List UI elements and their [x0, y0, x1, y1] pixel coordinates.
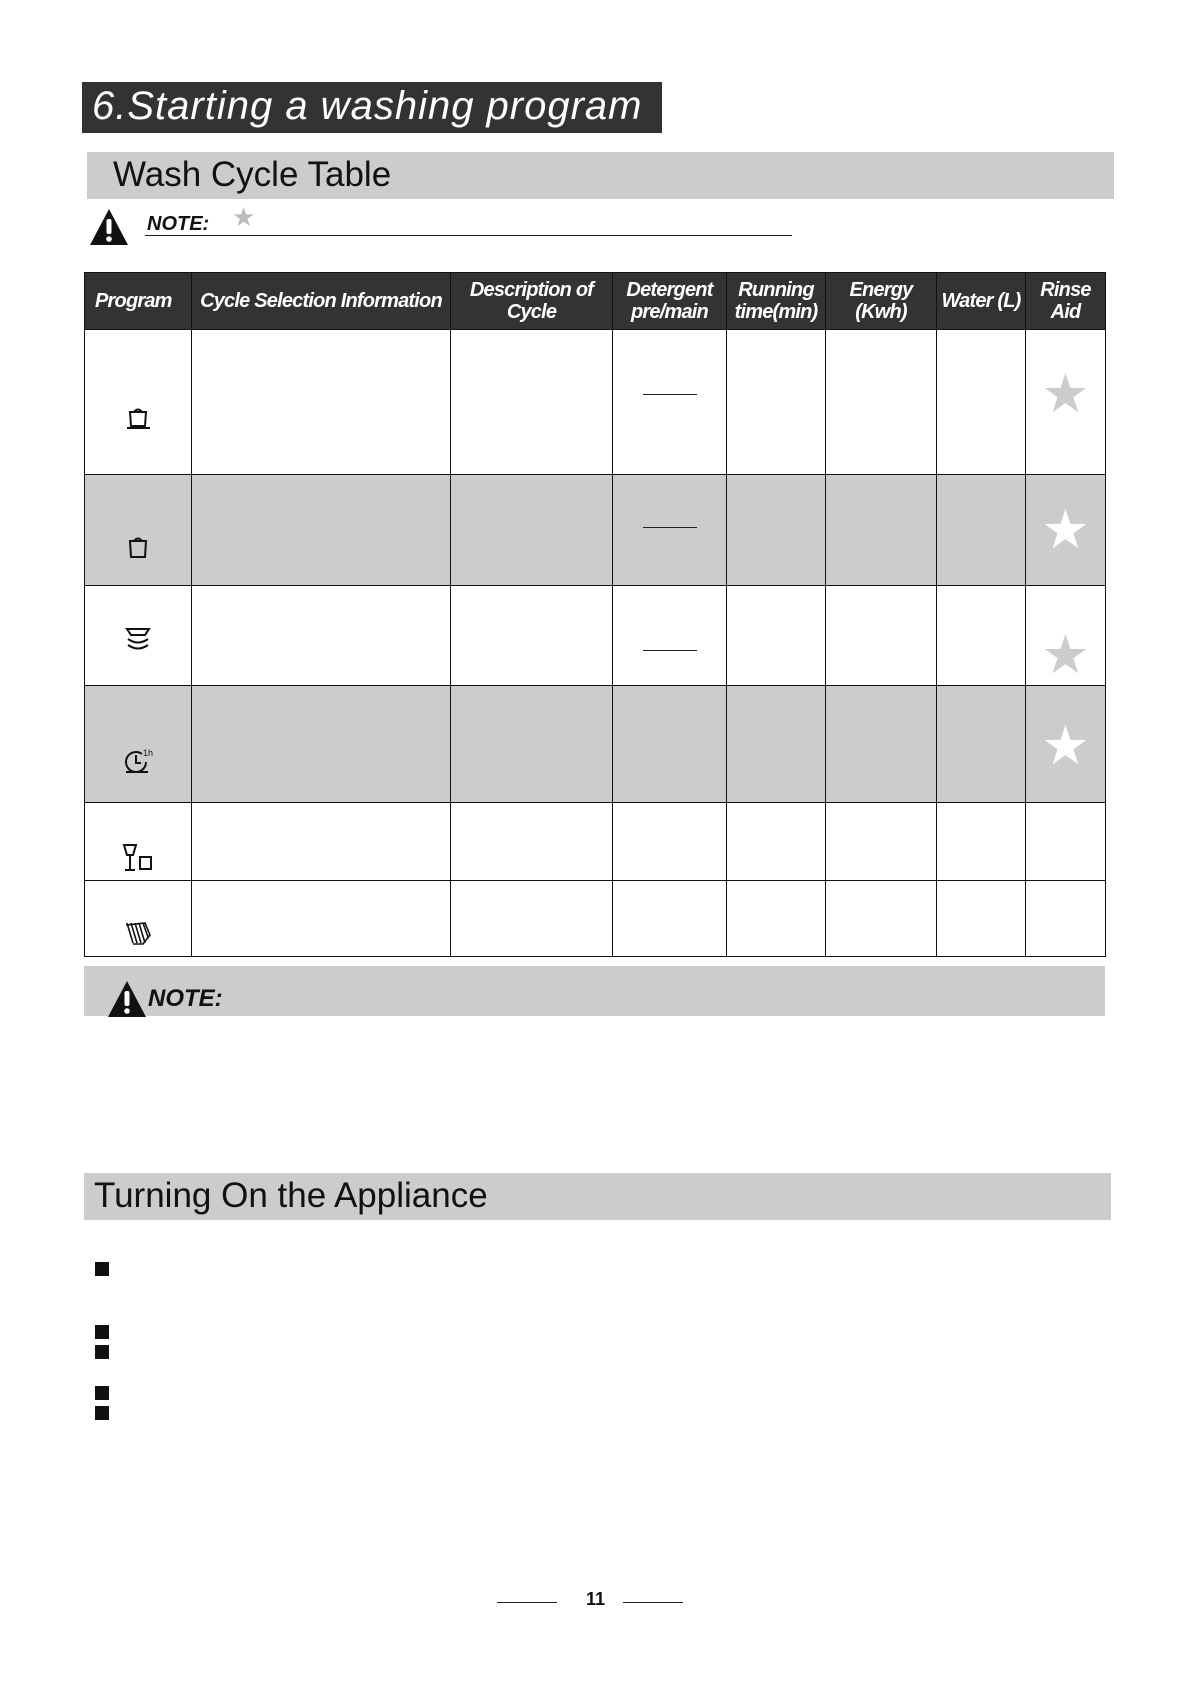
program-cell: [85, 881, 192, 957]
detergent-dash: [643, 394, 697, 395]
star-icon: ★: [1041, 500, 1090, 560]
table-title-bar: [87, 152, 1114, 199]
page-number-rule-right: [623, 1602, 683, 1603]
program-cell: [85, 803, 192, 881]
glass-and-cup-icon: [121, 843, 155, 873]
rinse-spray-icon: [123, 919, 153, 947]
star-icon: ★: [1041, 364, 1090, 424]
bullet: [95, 1262, 109, 1276]
warning-icon: [89, 208, 129, 246]
col-water: Water (L): [937, 273, 1026, 330]
col-detergent: Detergent pre/main: [613, 273, 727, 330]
page-number-rule-left: [497, 1602, 557, 1603]
table-row: [85, 475, 1106, 586]
pot-icon: [123, 533, 153, 561]
one-hour-clock-icon: [122, 746, 154, 776]
warning-icon: [107, 980, 147, 1018]
detergent-dash: [643, 527, 697, 528]
col-program: Program: [85, 273, 192, 330]
bullet: [95, 1345, 109, 1359]
table-row: [85, 881, 1106, 957]
page-number: 11: [586, 1589, 606, 1609]
turning-on-title: Turning On the Appliance: [94, 1176, 488, 1215]
col-cycle-selection: Cycle Selection Information: [192, 273, 451, 330]
detergent-dash: [643, 650, 697, 651]
col-description: Description of Cycle: [451, 273, 613, 330]
pot-with-lid-icon: [123, 404, 153, 432]
note-underline: [145, 235, 792, 236]
detergent-cell: [613, 586, 727, 686]
table-row: [85, 686, 1106, 803]
stacked-dishes-icon: [123, 626, 153, 652]
col-running-time: Running time(min): [727, 273, 826, 330]
section-title: 6.Starting a washing program: [82, 82, 662, 133]
rinse-aid-cell: [1026, 475, 1106, 586]
detergent-cell: [613, 330, 727, 475]
col-energy: Energy (Kwh): [826, 273, 937, 330]
program-cell: [85, 330, 192, 475]
svg-text:1h: 1h: [143, 748, 154, 758]
table-row: [85, 330, 1106, 475]
star-icon: ★: [1041, 716, 1090, 776]
col-rinse-aid: Rinse Aid: [1026, 273, 1106, 330]
program-cell: [85, 586, 192, 686]
table-header-row: [85, 273, 1106, 330]
bottom-note-bar: [84, 966, 1105, 1016]
star-icon: ★: [1041, 625, 1090, 685]
turning-on-bar: [84, 1173, 1111, 1220]
table-title: Wash Cycle Table: [113, 155, 392, 194]
wash-cycle-table: [84, 272, 1106, 957]
bullet: [95, 1406, 109, 1420]
rinse-aid-cell: [1026, 586, 1106, 686]
rinse-aid-cell: [1026, 686, 1106, 803]
program-cell: [85, 686, 192, 803]
program-cell: [85, 475, 192, 586]
detergent-cell: [613, 475, 727, 586]
bullet: [95, 1386, 109, 1400]
table-row: [85, 803, 1106, 881]
table-row: [85, 586, 1106, 686]
note-label: NOTE:: [147, 213, 210, 235]
rinse-aid-cell: [1026, 330, 1106, 475]
star-icon: ★: [232, 202, 256, 232]
bottom-note-label: NOTE:: [148, 985, 223, 1012]
bullet: [95, 1325, 109, 1339]
